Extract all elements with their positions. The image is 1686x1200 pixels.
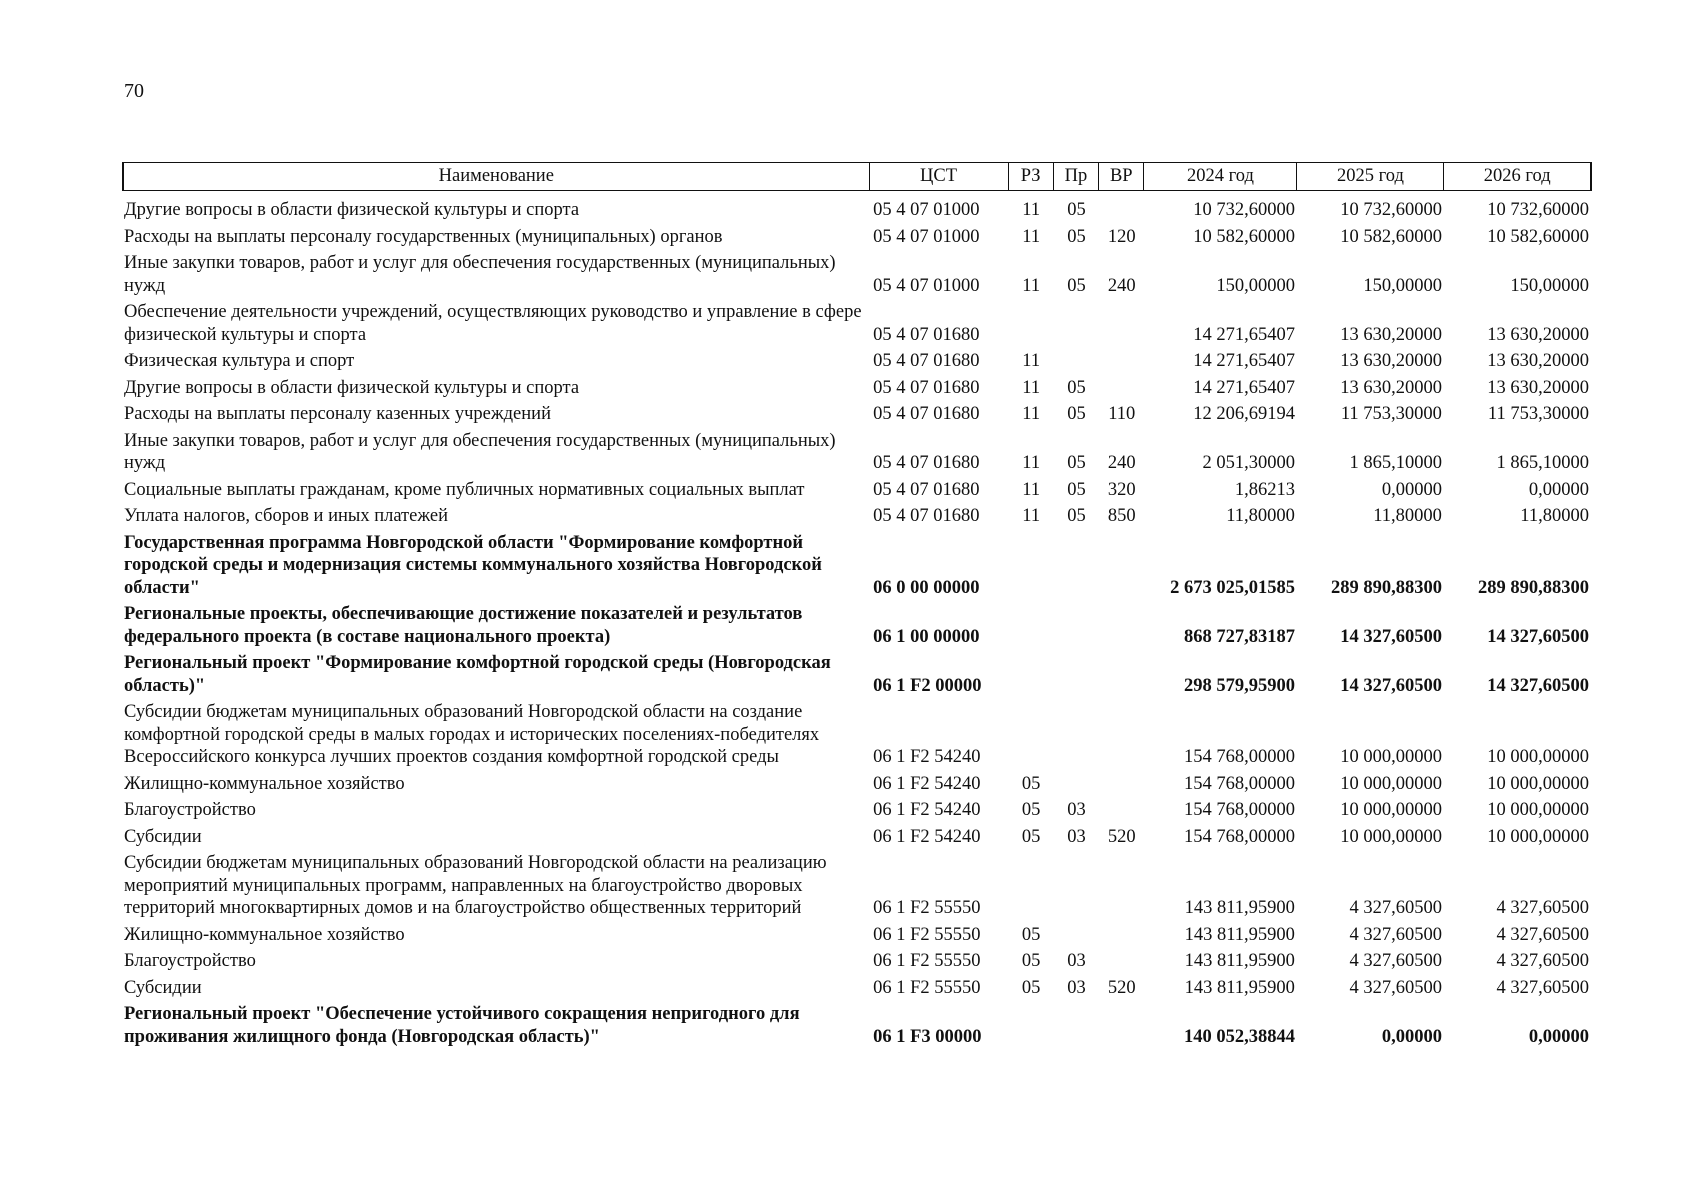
cell-pr bbox=[1053, 650, 1098, 699]
cell-name: Иные закупки товаров, работ и услуг для обеспечения государственных (муниципальных) нужд bbox=[124, 430, 836, 473]
cell-2026: 10 000,00000 bbox=[1487, 747, 1589, 767]
cell-rz: 11 bbox=[1022, 404, 1041, 424]
cell-2024: 143 811,95900 bbox=[1184, 951, 1295, 971]
page-number: 70 bbox=[124, 80, 144, 102]
table-row bbox=[123, 601, 1591, 650]
cell-pr bbox=[1053, 922, 1098, 949]
cell-2024: 143 811,95900 bbox=[1184, 977, 1295, 998]
cell-2026: 13 630,20000 bbox=[1487, 351, 1589, 371]
cell-vr: 240 bbox=[1107, 453, 1136, 473]
cell-pr bbox=[1053, 299, 1098, 348]
cell-2026: 14 327,60500 bbox=[1487, 626, 1589, 647]
cell-cst: 06 1 00 00000 bbox=[873, 626, 980, 647]
cell-2024: 1,86213 bbox=[1234, 479, 1295, 500]
cell-vr bbox=[1099, 948, 1144, 975]
cell-2024: 2 051,30000 bbox=[1202, 453, 1295, 473]
cell-2024: 140 052,38844 bbox=[1183, 1026, 1295, 1047]
cell-2024: 10 732,60000 bbox=[1193, 200, 1295, 220]
table-row bbox=[123, 850, 1591, 922]
cell-2024: 2 673 025,01585 bbox=[1170, 577, 1295, 598]
cell-2024: 14 271,65407 bbox=[1193, 351, 1295, 371]
cell-2026: 0,00000 bbox=[1528, 479, 1589, 500]
cell-pr: 05 bbox=[1067, 404, 1086, 424]
cell-2024: 143 811,95900 bbox=[1184, 924, 1295, 945]
cell-name: Субсидии бюджетам муниципальных образований Новгородской области на реализацию мероприятий муниципальных программ, направленных на благоустройство дворовых территорий многоквартирных домов и на благоустройство общественных территорий bbox=[124, 853, 827, 918]
cell-vr bbox=[1099, 530, 1144, 602]
cell-cst: 05 4 07 01000 bbox=[873, 226, 980, 247]
cell-pr: 05 bbox=[1067, 479, 1086, 500]
cell-vr: 850 bbox=[1107, 506, 1136, 526]
cell-rz bbox=[1008, 650, 1053, 699]
table-row bbox=[123, 197, 1591, 224]
table-row bbox=[123, 948, 1591, 975]
cell-2024: 14 271,65407 bbox=[1193, 377, 1295, 398]
cell-cst: 05 4 07 01680 bbox=[873, 479, 980, 500]
table-row bbox=[123, 699, 1591, 771]
cell-pr: 05 bbox=[1067, 200, 1086, 220]
cell-name: Другие вопросы в области физической культуры и спорта bbox=[124, 377, 580, 398]
cell-cst: 05 4 07 01680 bbox=[873, 404, 980, 424]
cell-cst: 06 1 F3 00000 bbox=[873, 1026, 982, 1047]
cell-pr: 05 bbox=[1067, 377, 1086, 398]
cell-vr bbox=[1099, 299, 1144, 348]
cell-2025: 1 865,10000 bbox=[1349, 453, 1442, 473]
cell-rz bbox=[1008, 1001, 1053, 1050]
cell-vr: 240 bbox=[1107, 275, 1136, 296]
cell-pr bbox=[1053, 850, 1098, 922]
cell-2024: 10 582,60000 bbox=[1193, 226, 1295, 247]
header-pr: Пр bbox=[1053, 163, 1098, 191]
cell-cst: 06 1 F2 55550 bbox=[873, 898, 981, 918]
cell-pr bbox=[1053, 1001, 1098, 1050]
cell-vr bbox=[1099, 601, 1144, 650]
cell-name: Другие вопросы в области физической культуры и спорта bbox=[124, 200, 580, 220]
cell-2024: 14 271,65407 bbox=[1193, 324, 1295, 345]
budget-table-container bbox=[122, 162, 1592, 1050]
cell-2025: 4 327,60500 bbox=[1349, 951, 1442, 971]
header-name: Наименование bbox=[123, 163, 869, 191]
table-body bbox=[123, 191, 1591, 1051]
cell-2025: 10 000,00000 bbox=[1340, 747, 1442, 767]
cell-2025: 11 753,30000 bbox=[1340, 404, 1442, 424]
cell-rz: 05 bbox=[1021, 826, 1041, 847]
cell-name: Социальные выплаты гражданам, кроме публичных нормативных социальных выплат bbox=[124, 479, 805, 500]
cell-rz: 05 bbox=[1021, 977, 1041, 998]
cell-2025: 289 890,88300 bbox=[1330, 577, 1442, 598]
cell-name: Благоустройство bbox=[124, 951, 256, 971]
cell-name: Обеспечение деятельности учреждений, осуществляющих руководство и управление в сфере физической культуры и спорта bbox=[124, 302, 862, 345]
header-rz: РЗ bbox=[1008, 163, 1053, 191]
cell-name: Физическая культура и спорт bbox=[124, 351, 355, 371]
cell-name: Государственная программа Новгородской области "Формирование комфортной городской среды и модернизация системы коммунального хозяйства Новгородской области" bbox=[124, 532, 822, 598]
cell-pr: 03 bbox=[1067, 951, 1086, 971]
cell-cst: 06 1 F2 55550 bbox=[873, 951, 981, 971]
cell-rz: 05 bbox=[1021, 773, 1041, 794]
cell-2026: 10 000,00000 bbox=[1487, 773, 1589, 794]
header-vr: ВР bbox=[1099, 163, 1144, 191]
table-row bbox=[123, 797, 1591, 824]
table-row bbox=[123, 428, 1591, 477]
cell-pr: 03 bbox=[1067, 826, 1086, 847]
cell-vr bbox=[1099, 650, 1144, 699]
cell-cst: 05 4 07 01680 bbox=[873, 324, 980, 345]
cell-rz bbox=[1008, 850, 1053, 922]
cell-2025: 13 630,20000 bbox=[1340, 351, 1442, 371]
cell-2024: 154 768,00000 bbox=[1183, 826, 1295, 847]
cell-rz bbox=[1008, 601, 1053, 650]
cell-vr bbox=[1099, 797, 1144, 824]
cell-cst: 06 1 F2 54240 bbox=[873, 800, 981, 820]
cell-2025: 13 630,20000 bbox=[1340, 377, 1442, 398]
cell-name: Жилищно-коммунальное хозяйство bbox=[124, 773, 405, 794]
cell-2025: 4 327,60500 bbox=[1349, 924, 1442, 945]
cell-2026: 289 890,88300 bbox=[1478, 577, 1589, 598]
cell-name: Региональный проект "Обеспечение устойчивого сокращения непригодного для проживания жилищного фонда (Новгородская область)" bbox=[124, 1004, 800, 1047]
table-row bbox=[123, 771, 1591, 798]
cell-2025: 10 000,00000 bbox=[1340, 773, 1442, 794]
cell-vr bbox=[1099, 850, 1144, 922]
cell-name: Региональные проекты, обеспечивающие достижение показателей и результатов федерального проекта (в составе национального проекта) bbox=[124, 604, 803, 647]
cell-rz: 11 bbox=[1022, 200, 1041, 220]
cell-rz: 05 bbox=[1021, 800, 1041, 820]
cell-2025: 4 327,60500 bbox=[1349, 977, 1442, 998]
cell-2025: 10 000,00000 bbox=[1340, 800, 1442, 820]
cell-2026: 13 630,20000 bbox=[1487, 377, 1589, 398]
cell-2026: 10 000,00000 bbox=[1487, 800, 1589, 820]
table-row bbox=[123, 224, 1591, 251]
cell-2024: 12 206,69194 bbox=[1193, 404, 1295, 424]
cell-pr bbox=[1053, 348, 1098, 375]
cell-pr: 05 bbox=[1067, 226, 1086, 247]
cell-2025: 0,00000 bbox=[1381, 1026, 1442, 1047]
cell-pr bbox=[1053, 771, 1098, 798]
cell-vr: 520 bbox=[1107, 826, 1136, 847]
cell-cst: 05 4 07 01000 bbox=[873, 275, 980, 296]
cell-vr bbox=[1099, 1001, 1144, 1050]
cell-cst: 05 4 07 01000 bbox=[873, 200, 980, 220]
cell-rz: 11 bbox=[1022, 479, 1041, 500]
cell-2025: 14 327,60500 bbox=[1340, 675, 1442, 696]
cell-2024: 298 579,95900 bbox=[1183, 675, 1295, 696]
header-2026: 2026 год bbox=[1444, 163, 1591, 191]
cell-2024: 154 768,00000 bbox=[1183, 747, 1295, 767]
cell-2025: 11,80000 bbox=[1373, 506, 1442, 526]
table-row bbox=[123, 299, 1591, 348]
cell-rz: 05 bbox=[1021, 951, 1041, 971]
cell-pr: 03 bbox=[1067, 800, 1086, 820]
cell-name: Благоустройство bbox=[124, 800, 256, 820]
cell-vr: 320 bbox=[1107, 479, 1136, 500]
table-row bbox=[123, 348, 1591, 375]
cell-vr bbox=[1099, 699, 1144, 771]
cell-rz bbox=[1008, 530, 1053, 602]
cell-cst: 05 4 07 01680 bbox=[873, 377, 980, 398]
table-row bbox=[123, 503, 1591, 530]
cell-pr: 05 bbox=[1067, 506, 1086, 526]
cell-name: Расходы на выплаты персоналу государственных (муниципальных) органов bbox=[124, 226, 723, 247]
cell-rz: 11 bbox=[1022, 377, 1041, 398]
cell-vr: 120 bbox=[1107, 226, 1136, 247]
cell-rz: 05 bbox=[1021, 924, 1041, 945]
cell-2024: 11,80000 bbox=[1226, 506, 1295, 526]
table-row bbox=[123, 401, 1591, 428]
table-row bbox=[123, 824, 1591, 851]
cell-rz: 11 bbox=[1022, 275, 1041, 296]
table-header bbox=[123, 163, 1591, 191]
cell-2026: 0,00000 bbox=[1528, 1026, 1589, 1047]
table-row bbox=[123, 650, 1591, 699]
cell-rz bbox=[1008, 299, 1053, 348]
cell-2024: 868 727,83187 bbox=[1183, 626, 1295, 647]
cell-2026: 13 630,20000 bbox=[1487, 324, 1589, 345]
cell-pr bbox=[1053, 530, 1098, 602]
cell-2024: 154 768,00000 bbox=[1183, 800, 1295, 820]
cell-cst: 05 4 07 01680 bbox=[873, 351, 980, 371]
cell-pr bbox=[1053, 601, 1098, 650]
cell-2025: 4 327,60500 bbox=[1349, 898, 1442, 918]
cell-rz: 11 bbox=[1022, 226, 1041, 247]
cell-cst: 05 4 07 01680 bbox=[873, 453, 980, 473]
cell-2025: 13 630,20000 bbox=[1340, 324, 1442, 345]
cell-cst: 06 1 F2 55550 bbox=[873, 977, 981, 998]
cell-2024: 154 768,00000 bbox=[1183, 773, 1295, 794]
cell-2024: 143 811,95900 bbox=[1184, 898, 1295, 918]
cell-2025: 0,00000 bbox=[1381, 479, 1442, 500]
cell-2026: 1 865,10000 bbox=[1496, 453, 1589, 473]
cell-vr bbox=[1099, 922, 1144, 949]
cell-cst: 06 0 00 00000 bbox=[873, 577, 980, 598]
cell-vr bbox=[1099, 771, 1144, 798]
cell-name: Уплата налогов, сборов и иных платежей bbox=[124, 506, 449, 526]
cell-name: Расходы на выплаты персоналу казенных учреждений bbox=[124, 404, 551, 424]
cell-2025: 10 000,00000 bbox=[1340, 826, 1442, 847]
cell-name: Субсидии bbox=[124, 826, 202, 847]
cell-2026: 4 327,60500 bbox=[1496, 924, 1589, 945]
cell-cst: 06 1 F2 00000 bbox=[873, 675, 982, 696]
cell-2026: 14 327,60500 bbox=[1487, 675, 1589, 696]
header-2025: 2025 год bbox=[1297, 163, 1444, 191]
table-row bbox=[123, 375, 1591, 402]
cell-cst: 06 1 F2 54240 bbox=[873, 747, 981, 767]
cell-cst: 05 4 07 01680 bbox=[873, 506, 980, 526]
cell-2025: 150,00000 bbox=[1363, 275, 1442, 296]
cell-2026: 4 327,60500 bbox=[1496, 977, 1589, 998]
cell-2025: 14 327,60500 bbox=[1340, 626, 1442, 647]
cell-pr: 03 bbox=[1067, 977, 1086, 998]
cell-vr bbox=[1099, 375, 1144, 402]
cell-vr bbox=[1099, 348, 1144, 375]
cell-name: Иные закупки товаров, работ и услуг для обеспечения государственных (муниципальных) нужд bbox=[124, 253, 836, 296]
cell-pr bbox=[1053, 699, 1098, 771]
header-cst: ЦСТ bbox=[869, 163, 1008, 191]
cell-cst: 06 1 F2 55550 bbox=[873, 924, 981, 945]
cell-rz: 11 bbox=[1022, 453, 1041, 473]
cell-2025: 10 582,60000 bbox=[1340, 226, 1442, 247]
cell-vr: 520 bbox=[1107, 977, 1136, 998]
cell-pr: 05 bbox=[1067, 453, 1086, 473]
cell-2026: 4 327,60500 bbox=[1496, 898, 1589, 918]
table-row bbox=[123, 922, 1591, 949]
cell-2026: 10 732,60000 bbox=[1487, 200, 1589, 220]
table-row bbox=[123, 975, 1591, 1002]
header-2024: 2024 год bbox=[1144, 163, 1297, 191]
table-row bbox=[123, 250, 1591, 299]
cell-2025: 10 732,60000 bbox=[1340, 200, 1442, 220]
header-row bbox=[123, 163, 1591, 191]
table-row bbox=[123, 477, 1591, 504]
cell-name: Субсидии бюджетам муниципальных образований Новгородской области на создание комфортной городской среды в малых городах и исторических поселениях-победителях Всероссийского конкурса лучших проектов создания комфортной городской среды bbox=[124, 702, 820, 767]
cell-pr: 05 bbox=[1067, 275, 1086, 296]
cell-vr bbox=[1099, 197, 1144, 224]
cell-2026: 10 000,00000 bbox=[1487, 826, 1589, 847]
cell-rz bbox=[1008, 699, 1053, 771]
table-row bbox=[123, 530, 1591, 602]
cell-2026: 11,80000 bbox=[1520, 506, 1589, 526]
cell-2026: 10 582,60000 bbox=[1487, 226, 1589, 247]
table-row bbox=[123, 1001, 1591, 1050]
cell-name: Региональный проект "Формирование комфортной городской среды (Новгородская область)" bbox=[124, 653, 831, 696]
cell-rz: 11 bbox=[1022, 506, 1041, 526]
cell-name: Жилищно-коммунальное хозяйство bbox=[124, 924, 405, 945]
cell-2024: 150,00000 bbox=[1216, 275, 1295, 296]
cell-vr: 110 bbox=[1108, 404, 1136, 424]
cell-2026: 150,00000 bbox=[1510, 275, 1589, 296]
cell-2026: 4 327,60500 bbox=[1496, 951, 1589, 971]
cell-name: Субсидии bbox=[124, 977, 202, 998]
cell-cst: 06 1 F2 54240 bbox=[873, 773, 981, 794]
cell-rz: 11 bbox=[1022, 351, 1041, 371]
cell-cst: 06 1 F2 54240 bbox=[873, 826, 981, 847]
budget-table bbox=[122, 162, 1592, 1050]
cell-2026: 11 753,30000 bbox=[1487, 404, 1589, 424]
